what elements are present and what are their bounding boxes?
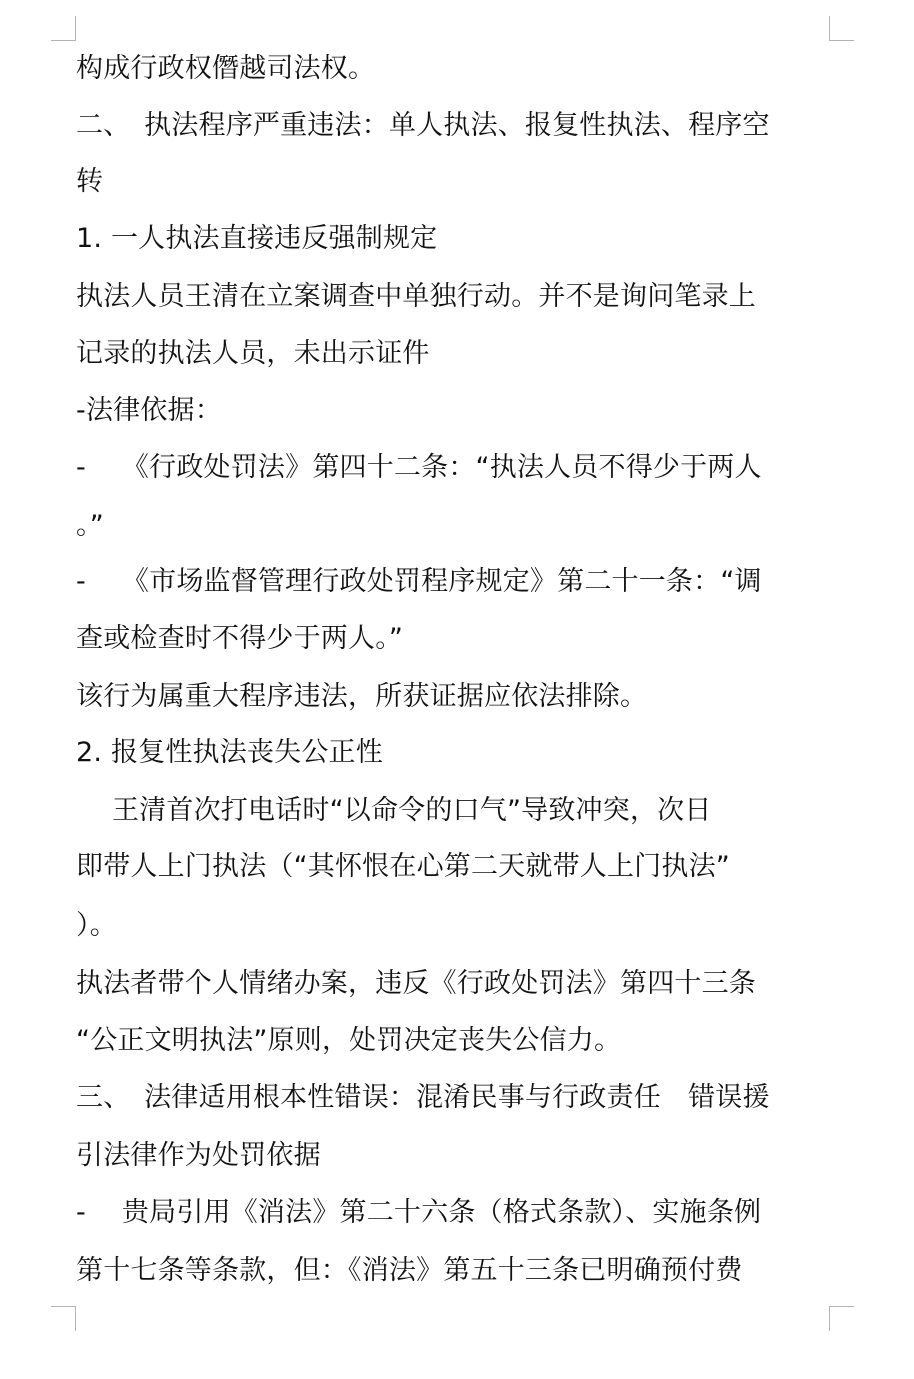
text-line: -法律依据：: [76, 395, 222, 426]
text-line: 转: [76, 166, 104, 197]
text-line: 2. 报复性执法丧失公正性: [76, 737, 383, 768]
text-line: - 《行政处罚法》第四十二条：“执法人员不得少于两人: [76, 452, 762, 483]
margin-corner-bottom-right: [829, 1306, 854, 1331]
text-line: 第十七条等条款，但：《消法》第五十三条已明确预付费: [76, 1255, 743, 1286]
margin-corner-top-right: [829, 16, 854, 41]
text-line: 执法人员王清在立案调查中单独行动。并不是询问笔录上: [76, 281, 756, 312]
text-line: 构成行政权僭越司法权。: [76, 53, 376, 84]
text-line: - 贵局引用《消法》第二十六条（格式条款）、实施条例: [76, 1197, 762, 1228]
text-line: 引法律作为处罚依据: [76, 1140, 321, 1171]
text-line: 该行为属重大程序违法，所获证据应依法排除。: [76, 681, 648, 712]
text-line: 执法者带个人情绪办案，违反《行政处罚法》第四十三条: [76, 968, 756, 999]
text-line: 记录的执法人员，未出示证件: [76, 338, 430, 369]
text-line: 1. 一人执法直接违反强制规定: [76, 223, 438, 254]
text-line: - 《市场监督管理行政处罚程序规定》第二十一条：“调: [76, 566, 762, 597]
text-line: ）。: [76, 910, 117, 941]
text-line: “公正文明执法”原则，处罚决定丧失公信力。: [76, 1025, 622, 1056]
text-line: 即带人上门执法（“其怀恨在心第二天就带人上门执法”: [76, 851, 730, 882]
margin-corner-bottom-left: [51, 1306, 76, 1331]
text-line: 查或检查时不得少于两人。”: [76, 623, 404, 654]
margin-corner-top-left: [51, 16, 76, 41]
text-line: 二、 执法程序严重违法：单人执法、报复性执法、程序空: [76, 110, 770, 141]
text-line: 三、 法律适用根本性错误：混淆民事与行政责任 错误援: [76, 1082, 770, 1113]
text-line: 王清首次打电话时“以命令的口气”导致冲突，次日: [76, 795, 712, 826]
text-line: 。”: [76, 510, 104, 541]
